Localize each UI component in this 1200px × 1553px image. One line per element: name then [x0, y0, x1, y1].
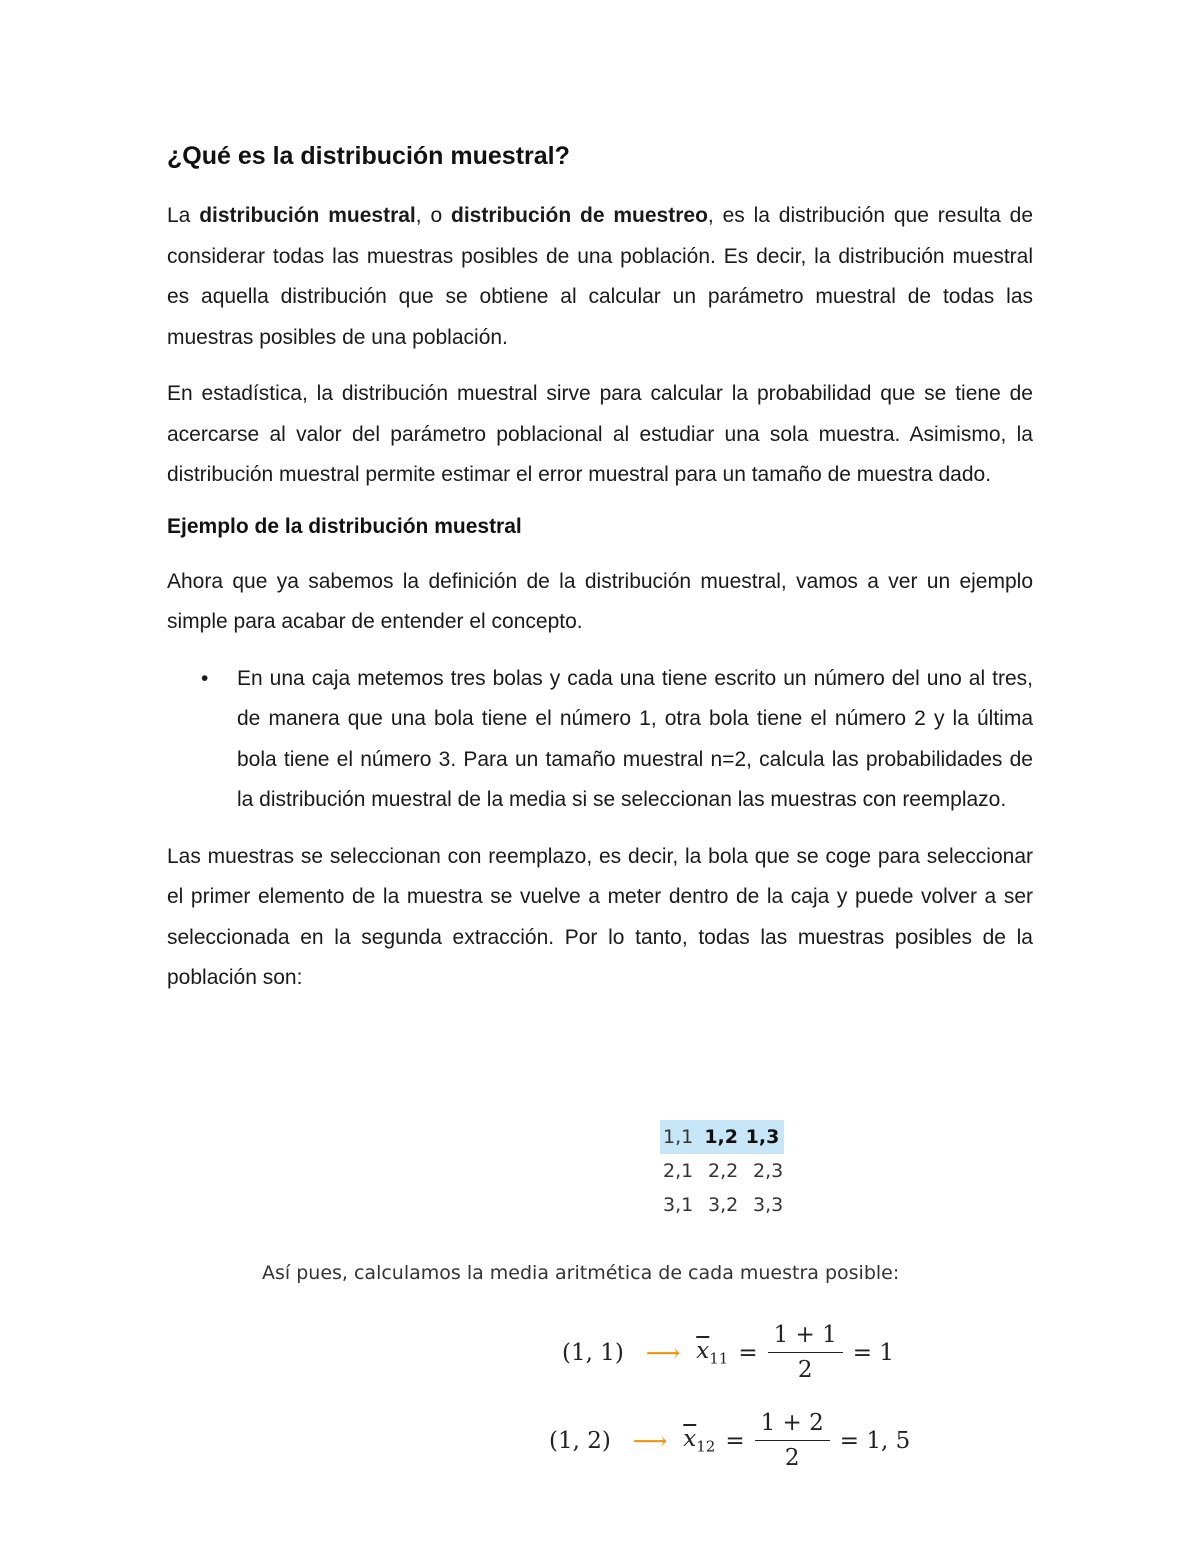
table-cell: 1,2: [704, 1126, 738, 1148]
bullet-icon: •: [201, 666, 209, 690]
term-distribucion-muestral: distribución muestral: [199, 204, 416, 227]
sample-pair: (1, 2): [549, 1427, 611, 1454]
fraction: [768, 1322, 843, 1383]
table-cell: 1,3: [745, 1126, 780, 1148]
term-distribucion-de-muestreo: distribución de muestreo: [451, 204, 708, 227]
table-row: [660, 1120, 784, 1154]
mean-formula-1: [562, 1322, 894, 1383]
sample-mean-symbol: $\overline{x}_{12}$: [683, 1425, 716, 1456]
equals-sign: =: [738, 1339, 758, 1366]
fraction-numerator: 1 + 1: [768, 1322, 843, 1353]
arrow-right-icon: ⟶: [632, 1426, 668, 1455]
arrow-right-icon: ⟶: [645, 1338, 681, 1367]
table-cell: 3,1: [663, 1194, 694, 1216]
paragraph-definition: La distribución muestral, o distribución de muestreo, es la distribución que resulta de considerar todas las muestras posibles de una población. Es decir, la distribución muestral es aquella distribución que se obtiene al calcular un parámetro muestral de todas las muestras posibles de una población.: [167, 204, 1034, 349]
page-title: ¿Qué es la distribución muestral?: [167, 142, 570, 170]
document-body: [167, 138, 1033, 1015]
table-row: [660, 1154, 795, 1188]
mean-formula-2: [549, 1410, 910, 1471]
section-heading-example: Ejemplo de la distribución muestral: [167, 514, 522, 538]
sample-mean-symbol: $\overline{x}_{11}$: [696, 1337, 729, 1368]
table-cell: 3,3: [753, 1194, 784, 1216]
formula-caption: Así pues, calculamos la media aritmética de cada muestra posible:: [262, 1262, 900, 1284]
formula-result: = 1: [852, 1339, 894, 1366]
table-cell: 2,3: [753, 1160, 784, 1182]
paragraph-usage: En estadística, la distribución muestral sirve para calcular la probabilidad que se tiene de acercarse al valor del parámetro poblacional al estudiar una sola muestra. Asimismo, la distribución muestral permite estimar el error muestral para un tamaño de muestra dado.: [167, 382, 1033, 486]
formula-result: = 1, 5: [839, 1427, 911, 1454]
paragraph-replacement: Las muestras se seleccionan con reemplazo, es decir, la bola que se coge para seleccionar el primer elemento de la muestra se vuelve a meter dentro de la caja y puede volver a ser seleccionada en la segunda extracción. Por lo tanto, todas las muestras posibles de la población son:: [167, 844, 1033, 989]
fraction-numerator: 1 + 2: [755, 1410, 830, 1441]
samples-table: [660, 1120, 795, 1222]
paragraph-intro-example: Ahora que ya sabemos la definición de la distribución muestral, vamos a ver un ejemplo simple para acabar de entender el concepto.: [167, 569, 1033, 633]
fraction-denominator: 2: [784, 1445, 800, 1471]
fraction: [755, 1410, 830, 1471]
list-item: • En una caja metemos tres bolas y cada una tiene escrito un número del uno al tres, de manera que una bola tiene el número 1, otra bola tiene el número 2 y la última bola tiene el número 3. Para un tamaño muestral n=2, calcula las probabilidades de la distribución muestral de la media si se seleccionan las muestras con reemplazo.: [167, 659, 1033, 821]
fraction-denominator: 2: [797, 1357, 813, 1383]
equals-sign: =: [725, 1427, 745, 1454]
table-cell: 1,1: [663, 1126, 694, 1148]
table-row: [660, 1188, 795, 1222]
sample-pair: (1, 1): [562, 1339, 624, 1366]
table-cell: 2,1: [663, 1160, 694, 1182]
table-cell: 2,2: [708, 1160, 739, 1182]
bullet-list: [167, 659, 1033, 821]
table-cell: 3,2: [708, 1194, 739, 1216]
